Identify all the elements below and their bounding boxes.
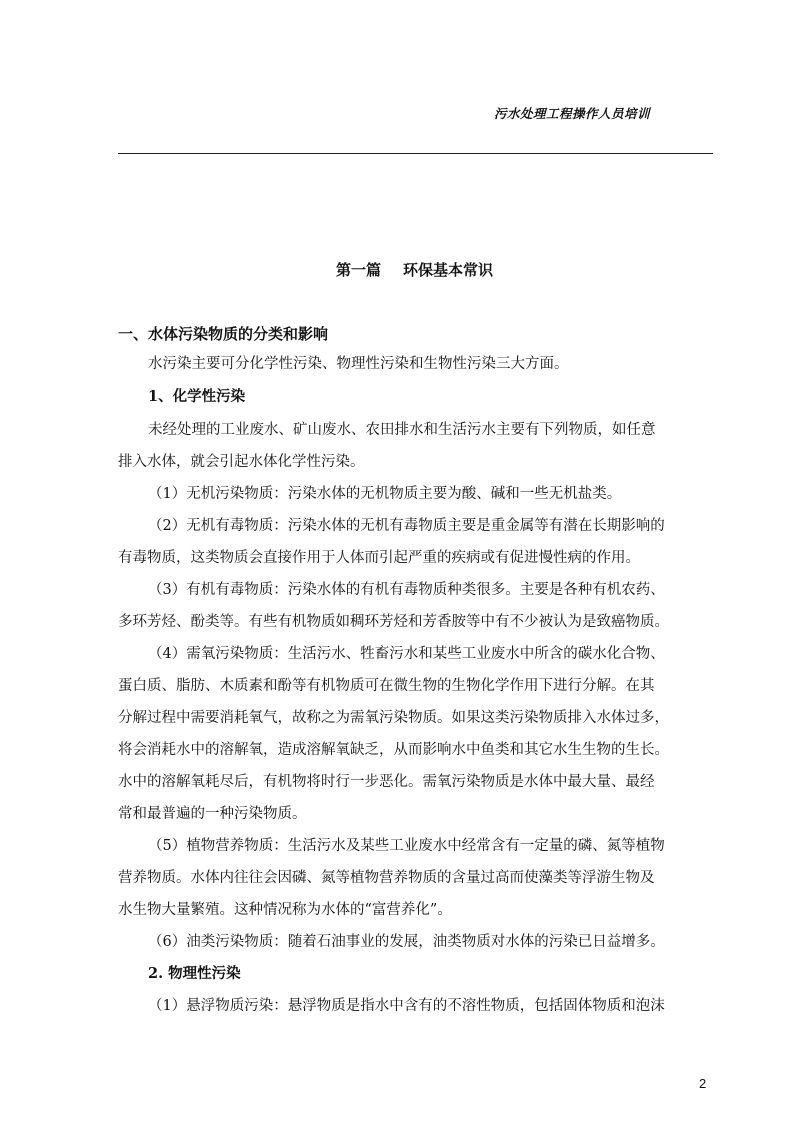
list-item-line: 将会消耗水中的溶解氧，造成溶解氧缺乏，从而影响水中鱼类和其它水生生物的生长。 bbox=[118, 742, 669, 758]
header-title: 污水处理工程操作人员培训 bbox=[494, 106, 651, 121]
list-item-line: 水生物大量繁殖。这种情况称为水体的“富营养化”。 bbox=[118, 902, 452, 918]
list-item-line: 常和最普遍的一种污染物质。 bbox=[118, 806, 307, 822]
section-heading: 一、水体污染物质的分类和影响 bbox=[118, 325, 329, 343]
list-item-line: （3）有机有毒物质：污染水体的有机有毒物质种类很多。主要是各种有机农药、 bbox=[148, 582, 665, 598]
list-item-line: （4）需氧污染物质：生活污水、牲畜污水和某些工业废水中所含的碳水化合物、 bbox=[148, 646, 665, 662]
paragraph-line: 排入水体，就会引起水体化学性污染。 bbox=[118, 454, 365, 470]
list-item-line: （1）无机污染物质：污染水体的无机物质主要为酸、碱和一些无机盐类。 bbox=[148, 486, 622, 502]
list-item-line: （5）植物营养物质：生活污水及某些工业废水中经常含有一定量的磷、氮等植物 bbox=[148, 838, 665, 854]
list-item-line: 蛋白质、脂肪、木质素和酚等有机物质可在微生物的生物化学作用下进行分解。在其 bbox=[118, 678, 655, 694]
chapter-name: 环保基本常识 bbox=[403, 261, 494, 279]
list-item-line: 有毒物质，这类物质会直接作用于人体而引起严重的疾病或有促进慢性病的作用。 bbox=[118, 550, 640, 566]
subsection-heading-chemical: 1、化学性污染 bbox=[148, 388, 246, 405]
list-item-line: （2）无机有毒物质：污染水体的无机有毒物质主要是重金属等有潜在长期影响的 bbox=[148, 518, 665, 534]
list-item-line: 营养物质。水体内往往会因磷、氮等植物营养物质的含量过高而使藻类等浮游生物及 bbox=[118, 870, 655, 886]
chapter-part: 第一篇 bbox=[336, 261, 382, 279]
section-intro: 水污染主要可分化学性污染、物理性污染和生物性污染三大方面。 bbox=[148, 356, 569, 372]
list-item-line: 水中的溶解氧耗尽后，有机物将时行一步恶化。需氧污染物质是水体中最大量、最经 bbox=[118, 774, 655, 790]
list-item-line: （6）油类污染物质：随着石油事业的发展，油类物质对水体的污染已日益增多。 bbox=[148, 934, 665, 950]
list-item-line: 分解过程中需要消耗氧气，故称之为需氧污染物质。如果这类污染物质排入水体过多， bbox=[118, 710, 669, 726]
page-number: 2 bbox=[699, 1076, 707, 1091]
paragraph-line: 未经处理的工业废水、矿山废水、农田排水和生活污水主要有下列物质，如任意 bbox=[148, 422, 656, 438]
subsection-heading-physical: 2. 物理性污染 bbox=[148, 965, 241, 982]
header-divider bbox=[118, 153, 713, 154]
chapter-title bbox=[336, 259, 493, 280]
list-item-line: （1）悬浮物质污染：悬浮物质是指水中含有的不溶性物质，包括固体物质和泡沫 bbox=[148, 998, 665, 1014]
list-item-line: 多环芳烃、酚类等。有些有机物质如稠环芳烃和芳香胺等中有不少被认为是致癌物质。 bbox=[118, 614, 669, 630]
